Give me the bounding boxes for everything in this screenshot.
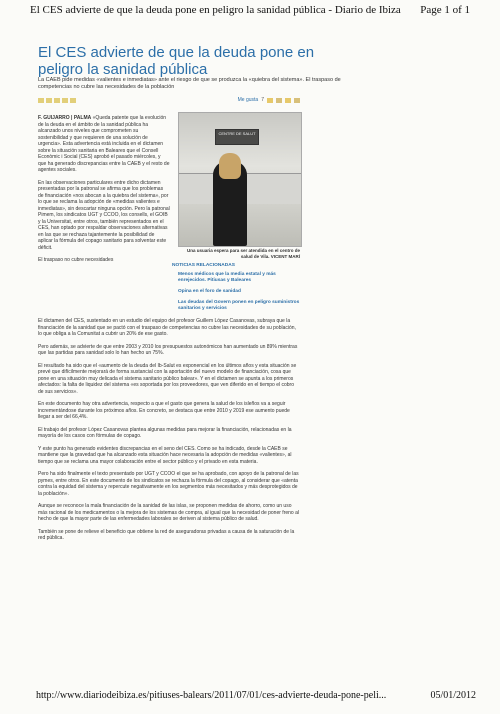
like-count: 7 — [261, 97, 264, 103]
rating-stars[interactable] — [38, 98, 76, 103]
person-hair — [219, 153, 241, 179]
share-icon[interactable] — [267, 98, 273, 103]
print-footer — [36, 690, 476, 702]
article-paragraph: Pero además, se advierte de que entre 2003 y 2010 los presupuestos autonómicos han aumentado un 89% mientras que las partidas para sanidad solo lo han hecho un 75%. — [38, 343, 298, 356]
related-link[interactable]: Las deudas del Govern ponen en peligro suministros sanitarios y servicios — [178, 300, 300, 311]
article-paragraph: En las observaciones particulares entre dicho dictamen presentadas por la patronal se afirma que los problemas de financiación «nos abocan a la quiebra del sistema», por lo que se reclama la adopción de «medidas valientes e inmediatas», sin descartar ninguna opción. Pero la patronal Pimem, los sindicatos UGT y CCOO, los consells, el GOIB y la Universitat, entre otros, también representados en el CES, han optado por respaldar observaciones alternativas en las que se rechaza tajantemente la posibilidad de aplicar la fórmula del copago sanitario para solventar este déficit. — [38, 179, 170, 251]
article-subheading: El traspaso no cubre necesidades — [38, 257, 114, 263]
article-body-full — [38, 318, 300, 548]
article-paragraph: Y este punto ha generado evidentes discrepancias en el seno del CES. Como se ha indicado, desde la CAEB se mantiene que la gravedad que ha alcanzado esta situación hace necesaria la adopción de medidas «valientes», al tiempo que se reclama una mayor colaboración entre el sector público y el privado en esta materia. — [38, 445, 292, 465]
print-page-title: El CES advierte de que la deuda pone en peligro la sanidad pública - Diario de Ibiza — [30, 4, 401, 16]
byline: F. GUIJARRO | PALMA — [38, 115, 92, 121]
related-link[interactable]: Menos médicos que la media estatal y más enrejecidos. Pitiusas y Baleares — [178, 272, 276, 283]
star-icon[interactable] — [62, 98, 68, 103]
article-lead: La CAEB pide medidas «valientes e inmediatas» ante el riesgo de que se produzca la «quiebra del sistema». El traspaso de competencias no cubre las necesidades de la población — [38, 77, 341, 90]
article-paragraph: Pero ha sido finalmente el texto presentado por UGT y CCOO el que se ha aprobado, con apoyo de la patronal de las pymes, entre otros. En este documento de los sindicatos se rechaza la fórmula del copago, al considerar que «atenta contra la equidad del sistema y repercute negativamente en los segmentos más necesitados y más desprotegidos de la población». — [38, 471, 299, 497]
related-news-title: NOTICIAS RELACIONADAS — [172, 263, 235, 268]
photo-caption: Una usuaria espera para ser atendida en el centro de salud de Vila. VICENT MARÍ — [186, 248, 300, 259]
related-link[interactable]: Opina en el foro de sanidad — [178, 289, 241, 294]
article-body-left — [38, 115, 170, 264]
article-paragraph: También se pone de relieve el beneficio que obtiene la red de aseguradoras privadas a causa de la saturación de la red pública. — [38, 528, 295, 541]
star-icon[interactable] — [38, 98, 44, 103]
article-paragraph: F. GUIJARRO | PALMA «Queda patente que la evolución de la deuda en el ámbito de la sanidad pública ha alcanzado unos niveles que comprometen su sostenibilidad y que requieren de una solución de urgencia». Esta advertencia está incluida en el dictamen sobre la situación sanitaria en Baleares que el Consell Econòmic i Social (CES) aprobó el pasado miércoles, y que ha generado discrepancias entre la CAEB y el resto de agentes sociales. — [38, 115, 170, 173]
related-news — [172, 263, 302, 317]
article-paragraph: El dictamen del CES, sustentado en un estudio del equipo del profesor Guillem López Casanovas, subraya que la financiación de la sanidad que se pactó con el traspaso de competencias no cubre las necesidades de su población, lo que obliga a la Comunitat a cubrir un 20% de ese gasto. — [38, 318, 296, 337]
star-icon[interactable] — [70, 98, 76, 103]
text-size-icon[interactable] — [294, 98, 300, 103]
social-bar — [238, 97, 300, 103]
article-paragraph: El trabajo del profesor López Casanovas plantea algunas medidas para mejorar la financiación, relacionadas en la mayoría de los casos con fórmulas de copago. — [38, 426, 292, 439]
article-paragraph: Aunque se reconoce la mala financiación de la sanidad de las islas, se proponen medidas de ahorro, como un uso más racional de los medicamentos o la mejora de los sistemas de compra, al igual que la necesidad de poner freno al hecho de que la mayor parte de las enfermedades laborales se deriven al sistema público de salud. — [38, 503, 299, 522]
article-photo — [178, 112, 302, 247]
print-url: http://www.diariodeibiza.es/pitiuses-balears/2011/07/01/ces-advierte-deuda-pone-peli... — [36, 690, 387, 701]
print-icon[interactable] — [276, 98, 282, 103]
article-paragraph: El resultado ha sido que el «aumento de la deuda del Ib-Salut es exponencial en los últimos años y esta situación se prevé que difícilmente mejorará de forma sustancial con la aportación del nuevo modelo de financiación, cosa que pone en una situación muy delicada el sistema sanitario público balear». Y en el dictamen se apunta a los primeros afectados: la falta de liquidez del sistema «es soportada por los proveedores, que ven diferido en el tiempo el cobro de sus servicios». — [38, 362, 297, 395]
star-icon[interactable] — [54, 98, 60, 103]
print-page-number: Page 1 of 1 — [420, 4, 470, 16]
article-toolbar — [38, 96, 300, 104]
star-icon[interactable] — [46, 98, 52, 103]
article-headline: El CES advierte de que la deuda pone en peligro la sanidad pública — [38, 44, 315, 78]
email-icon[interactable] — [285, 98, 291, 103]
me-gusta-button[interactable]: Me gusta — [237, 97, 259, 103]
print-header — [30, 4, 470, 20]
health-centre-sign: CENTRE DE SALUT — [215, 129, 259, 145]
print-date: 05/01/2012 — [430, 690, 476, 701]
article-paragraph: En este documento hay otra advertencia, respecto a que el gasto que genera la salud de los isleños va a seguir incrementándose durante los próximos años. En concreto, se destaca que entre 2010 y 2019 ese aumento puede llegar a ser del 66,4%. — [38, 401, 290, 420]
